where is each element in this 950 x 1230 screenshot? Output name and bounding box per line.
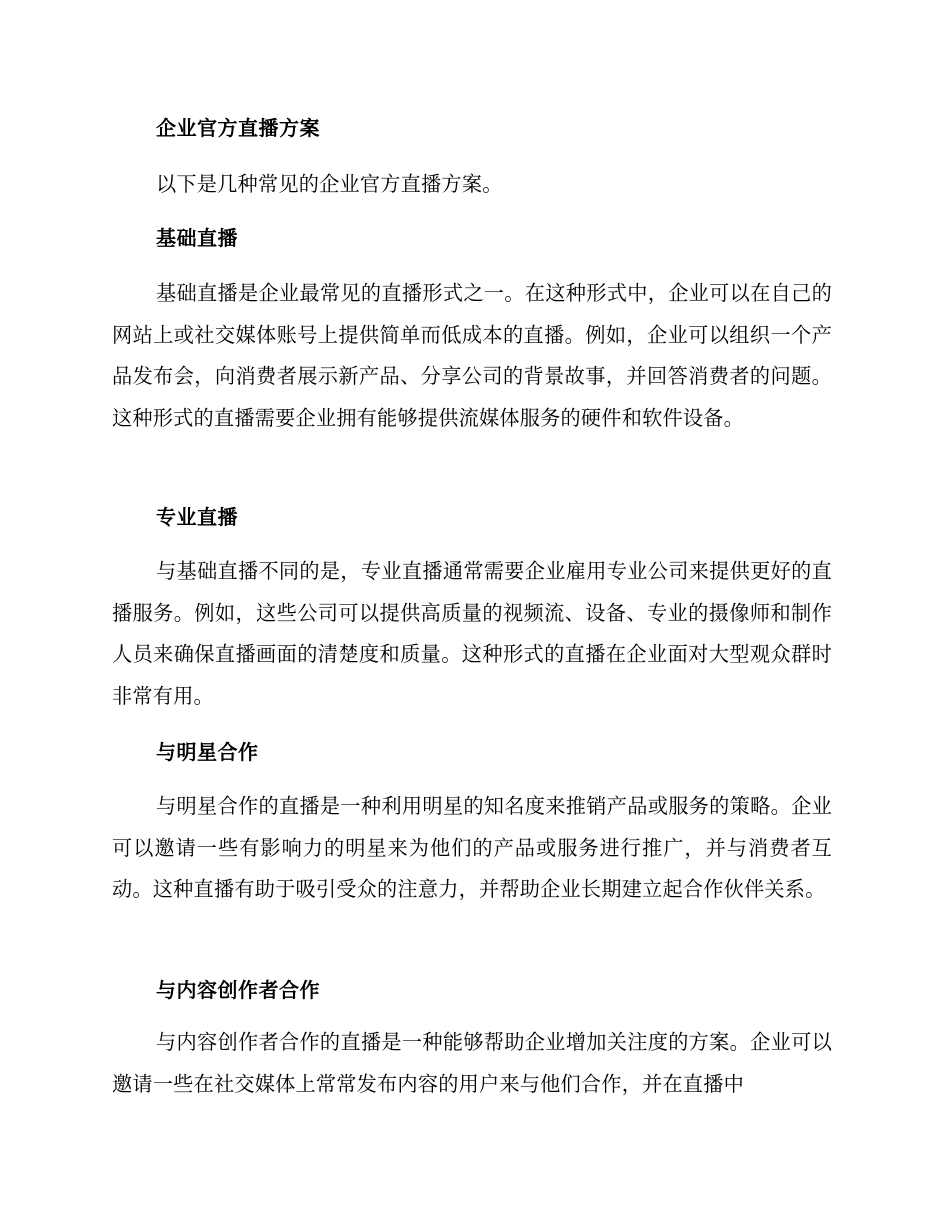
section-heading-basic: 基础直播 [156, 226, 238, 250]
section-body-celebrity: 与明星合作的直播是一种利用明星的知名度来推销产品或服务的策略。企业可以邀请一些有影响力的明星来为他们的产品或服务进行推广，并与消费者互动。这种直播有助于吸引受众的注意力，并帮助企业长期建立起合作伙伴关系。 [112, 794, 832, 901]
section-body-professional: 与基础直播不同的是，专业直播通常需要企业雇用专业公司来提供更好的直播服务。例如，这些公司可以提供高质量的视频流、设备、专业的摄像师和制作人员来确保直播画面的清楚度和质量。这种形式的直播在企业面对大型观众群时非常有用。 [112, 559, 832, 708]
section-heading-creator: 与内容创作者合作 [156, 978, 320, 1002]
section-heading-professional: 专业直播 [156, 505, 238, 529]
section-body-basic: 基础直播是企业最常见的直播形式之一。在这种形式中，企业可以在自己的网站上或社交媒体账号上提供简单而低成本的直播。例如，企业可以组织一个产品发布会，向消费者展示新产品、分享公司的背景故事，并回答消费者的问题。这种形式的直播需要企业拥有能够提供流媒体服务的硬件和软件设备。 [112, 281, 832, 430]
intro-paragraph: 以下是几种常见的企业官方直播方案。 [156, 172, 503, 196]
section-body-creator: 与内容创作者合作的直播是一种能够帮助企业增加关注度的方案。企业可以邀请一些在社交媒体上常常发布内容的用户来与他们合作，并在直播中 [112, 1030, 832, 1096]
section-heading-celebrity: 与明星合作 [156, 740, 259, 764]
document-title: 企业官方直播方案 [156, 116, 320, 140]
